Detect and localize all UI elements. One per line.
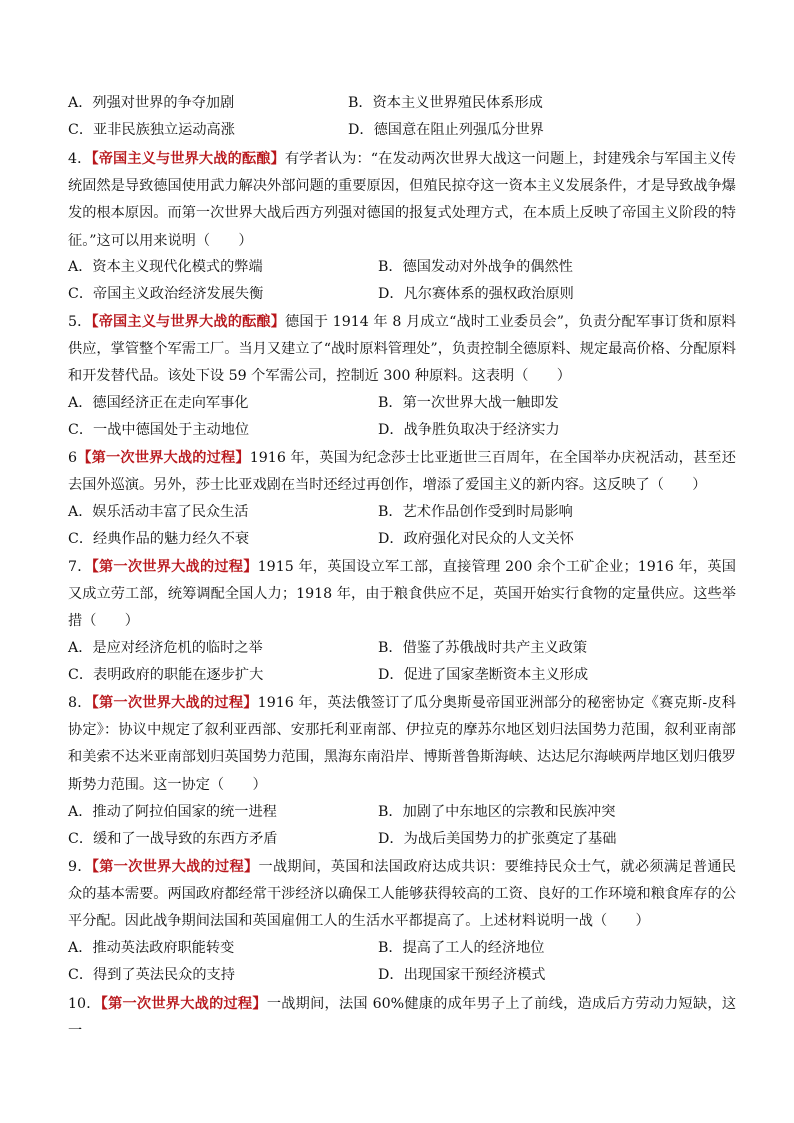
q7-option-b[interactable]: B．借鉴了苏俄战时共产主义政策 <box>378 640 588 656</box>
q4-option-c[interactable]: C．帝国主义政治经济发展失衡 <box>68 286 264 302</box>
q3-option-c[interactable]: C．亚非民族独立运动高涨 <box>68 122 235 138</box>
question-text: 一战期间，英国和法国政府达成共识：要维持民众士气，就必须满足普通民众的基本需要。两国政府都经常干涉经济以确保工人能够获得较高的工资、良好的工作环境和粮食库存的公平分配。因此战争期间法国和英国雇佣工人的生活水平都提高了。上述材料说明一战（ ） <box>68 859 736 930</box>
q7-option-c[interactable]: C．表明政府的职能在逐步扩大 <box>68 667 264 683</box>
q9-option-a[interactable]: A．推动英法政府职能转变 <box>68 940 235 956</box>
question-text: 1916 年，英法俄签订了瓜分奥斯曼帝国亚洲部分的秘密协定《赛克斯-皮科协定》：协议中规定了叙利亚西部、安那托利亚南部、伊拉克的摩苏尔地区划归法国势力范围，叙利亚南部和美索不达米亚南部划归英国势力范围，黑海东南沿岸、博斯普鲁斯海峡、达达尼尔海峡两岸地区划归俄罗斯势力范围。这一协定（ ） <box>68 695 736 793</box>
question-4-stem <box>68 146 736 255</box>
q3-option-b[interactable]: B．资本主义世界殖民体系形成 <box>348 95 543 111</box>
question-number: 6 <box>68 450 78 466</box>
q7-options-row-2 <box>68 663 740 687</box>
question-topic-tag: 【第一次世界大战的过程】 <box>91 559 258 575</box>
q7-option-d[interactable]: D．促进了国家垄断资本主义形成 <box>378 667 589 683</box>
question-topic-tag: 【帝国主义与世界大战的酝酿】 <box>91 151 285 167</box>
question-topic-tag: 【帝国主义与世界大战的酝酿】 <box>91 314 286 330</box>
question-number: 4． <box>68 151 92 167</box>
q3-option-a[interactable]: A．列强对世界的争夺加剧 <box>68 95 235 111</box>
q4-option-a[interactable]: A．资本主义现代化模式的弊端 <box>68 259 263 275</box>
question-number: 8． <box>68 695 92 711</box>
q4-options-row-1 <box>68 255 740 279</box>
question-text: 一战期间，法国 60%健康的成年男子上了前线，造成后方劳动力短缺，这一 <box>68 996 737 1040</box>
q7-option-a[interactable]: A．是应对经济危机的临时之举 <box>68 640 263 656</box>
q5-option-c[interactable]: C．一战中德国处于主动地位 <box>68 422 250 438</box>
question-5-stem <box>68 309 736 391</box>
q5-options-row-1 <box>68 391 740 415</box>
question-number: 10． <box>68 996 101 1012</box>
question-topic-tag: 【第一次世界大战的过程】 <box>100 996 267 1012</box>
q5-option-b[interactable]: B．第一次世界大战一触即发 <box>378 395 559 411</box>
question-6-stem <box>68 445 736 499</box>
q8-options-row-2 <box>68 827 740 851</box>
q9-options-row-2 <box>68 963 740 987</box>
q9-options-row-1 <box>68 936 740 960</box>
question-topic-tag: 【第一次世界大战的过程】 <box>77 450 250 466</box>
question-text: 德国于 1914 年 8 月成立“战时工业委员会”，负责分配军事订货和原料供应，掌管整个军需工厂。当月又建立了“战时原料管理处”，负责控制全德原料、规定最高价格、分配原料和开发替代品。该处下设 59 个军需公司，控制近 300 种原料。这表明（ ） <box>68 314 736 385</box>
q7-options-row-1 <box>68 636 740 660</box>
q4-option-b[interactable]: B．德国发动对外战争的偶然性 <box>378 259 573 275</box>
question-topic-tag: 【第一次世界大战的过程】 <box>91 859 259 875</box>
q3-options-row-2 <box>68 118 740 142</box>
question-text: 1915 年，英国设立军工部，直接管理 200 余个工矿企业；1916 年，英国又成立劳工部，统筹调配全国人力；1918 年，由于粮食供应不足，英国开始实行食物的定量供应。这些举措（ ） <box>68 559 736 630</box>
question-8-stem <box>68 690 736 799</box>
q8-option-a[interactable]: A．推动了阿拉伯国家的统一进程 <box>68 804 277 820</box>
q8-option-b[interactable]: B．加剧了中东地区的宗教和民族冲突 <box>378 804 616 820</box>
question-9-stem <box>68 854 736 936</box>
question-number: 7． <box>68 559 92 575</box>
q5-option-d[interactable]: D．战争胜负取决于经济实力 <box>378 422 560 438</box>
q5-options-row-2 <box>68 418 740 442</box>
question-number: 5． <box>68 314 92 330</box>
q6-option-d[interactable]: D．政府强化对民众的人文关怀 <box>378 531 574 547</box>
q6-option-c[interactable]: C．经典作品的魅力经久不衰 <box>68 531 250 547</box>
question-number: 9． <box>68 859 92 875</box>
q4-options-row-2 <box>68 282 740 306</box>
q9-option-b[interactable]: B．提高了工人的经济地位 <box>378 940 545 956</box>
q6-option-b[interactable]: B．艺术作品创作受到时局影响 <box>378 504 573 520</box>
question-text: 1916 年，英国为纪念莎士比亚逝世三百周年，在全国举办庆祝活动，甚至还去国外巡演。另外，莎士比亚戏剧在当时还经过再创作，增添了爱国主义的新内容。这反映了（ ） <box>68 450 736 494</box>
q8-option-d[interactable]: D．为战后美国势力的扩张奠定了基础 <box>378 831 617 847</box>
question-10-stem <box>68 991 736 1045</box>
q6-options-row-1 <box>68 500 740 524</box>
q6-options-row-2 <box>68 527 740 551</box>
question-text: 有学者认为：“在发动两次世界大战这一问题上，封建残余与军国主义传统固然是导致德国使用武力解决外部问题的重要原因，但殖民掠夺这一资本主义发展条件，才是导致战争爆发的根本原因。而第一次世界大战后西方列强对德国的报复式处理方式，在本质上反映了帝国主义阶段的特征。”这可以用来说明（ ） <box>68 151 736 249</box>
q3-option-d[interactable]: D．德国意在阻止列强瓜分世界 <box>348 122 544 138</box>
q5-option-a[interactable]: A．德国经济正在走向军事化 <box>68 395 249 411</box>
q8-option-c[interactable]: C．缓和了一战导致的东西方矛盾 <box>68 831 278 847</box>
q3-options-row-1 <box>68 91 740 115</box>
q6-option-a[interactable]: A．娱乐活动丰富了民众生活 <box>68 504 249 520</box>
q9-option-d[interactable]: D．出现国家干预经济模式 <box>378 967 546 983</box>
q9-option-c[interactable]: C．得到了英法民众的支持 <box>68 967 235 983</box>
q4-option-d[interactable]: D．凡尔赛体系的强权政治原则 <box>378 286 574 302</box>
q8-options-row-1 <box>68 800 740 824</box>
question-7-stem <box>68 554 736 636</box>
question-topic-tag: 【第一次世界大战的过程】 <box>91 695 258 711</box>
